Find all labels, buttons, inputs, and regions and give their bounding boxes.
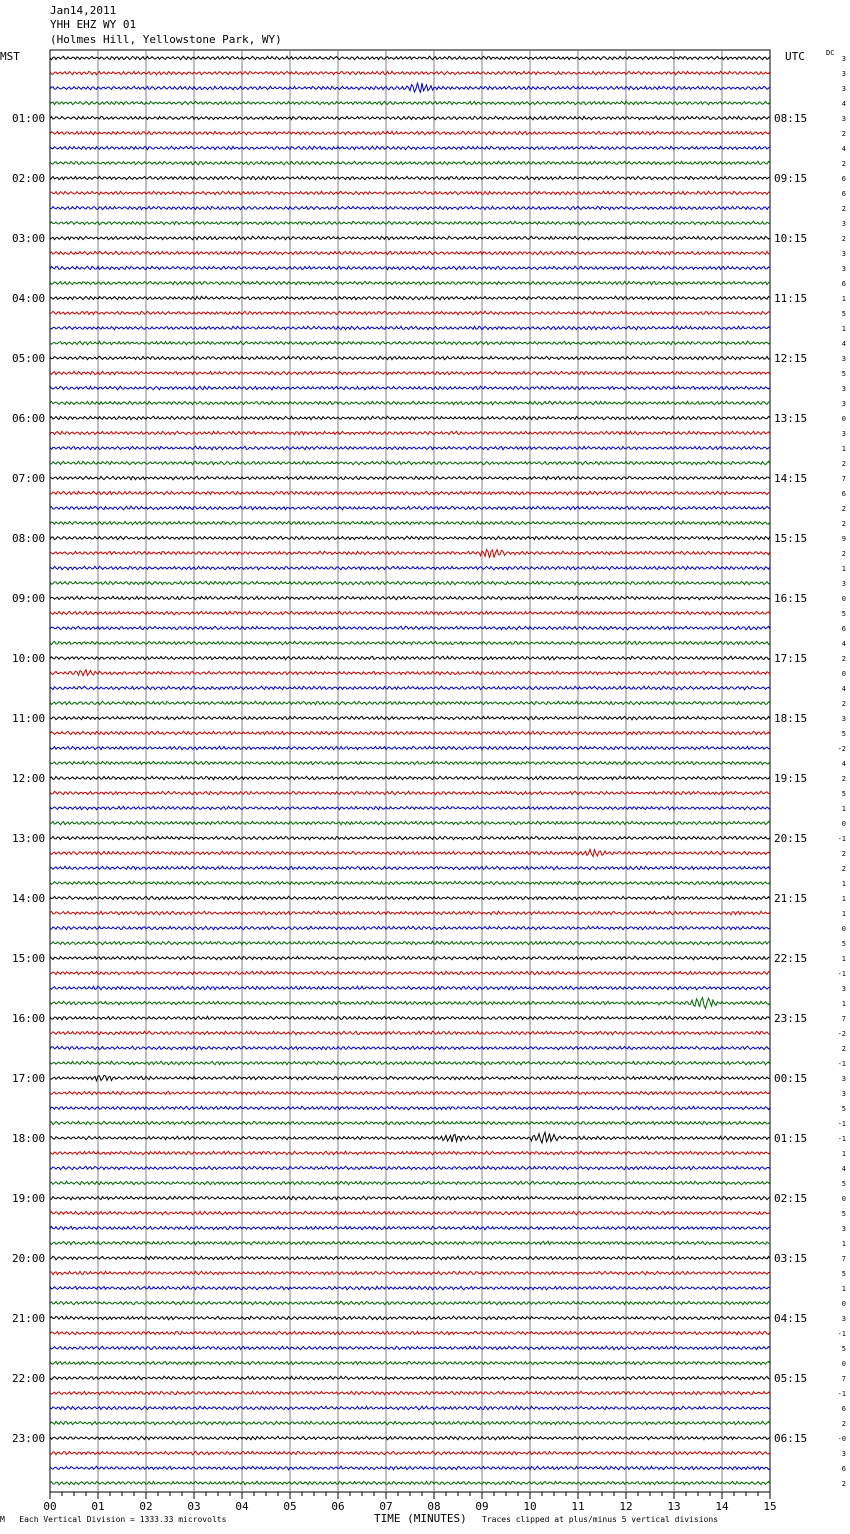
hour-label-left: 23:00 <box>12 1432 46 1445</box>
dc-offset-value: 2 <box>841 865 846 873</box>
dc-offset-value: 5 <box>841 1345 846 1353</box>
dc-offset-value: 6 <box>841 190 846 198</box>
plot-frame <box>50 50 770 1492</box>
dc-offset-header: DC <box>826 49 835 57</box>
hour-label-left: 11:00 <box>12 712 46 725</box>
dc-offset-value: 4 <box>841 145 846 153</box>
hour-label-left: 08:00 <box>12 532 46 545</box>
dc-offset-value: 2 <box>841 505 846 513</box>
x-tick-label: 11 <box>571 1500 585 1513</box>
trace-line <box>50 1271 770 1274</box>
hour-label-right: 16:15 <box>774 592 808 605</box>
trace-line <box>50 281 770 284</box>
dc-offset-value: 0 <box>841 1360 846 1368</box>
trace-line <box>50 356 770 360</box>
hour-label-left: 01:00 <box>12 112 46 125</box>
x-tick-label: 14 <box>715 1500 729 1513</box>
trace-line <box>50 1316 770 1320</box>
dc-offset-value: 7 <box>841 1015 846 1023</box>
dc-offset-value: 2 <box>841 775 846 783</box>
dc-offset-value: 2 <box>841 205 846 213</box>
hour-label-left: 15:00 <box>12 952 46 965</box>
x-axis-title: TIME (MINUTES) <box>374 1512 467 1525</box>
dc-offset-value: 6 <box>841 490 846 498</box>
hour-label-right: 00:15 <box>774 1072 808 1085</box>
trace-line <box>50 971 770 975</box>
dc-offset-value: -2 <box>837 1030 846 1038</box>
trace-line <box>50 849 770 856</box>
trace-line <box>50 1181 770 1185</box>
dc-offset-value: 4 <box>841 640 846 648</box>
dc-offset-value: 0 <box>841 670 846 678</box>
hour-label-left: 09:00 <box>12 592 46 605</box>
dc-offset-value: 2 <box>841 520 846 528</box>
hour-label-left: 10:00 <box>12 652 46 665</box>
dc-offset-value: -2 <box>837 745 846 753</box>
hour-label-right: 19:15 <box>774 772 808 785</box>
trace-line <box>50 386 770 389</box>
hour-label-right: 06:15 <box>774 1432 808 1445</box>
hour-label-left: 21:00 <box>12 1312 46 1325</box>
trace-line <box>50 1466 770 1470</box>
dc-offset-value: -1 <box>837 1120 846 1128</box>
dc-offset-value: 1 <box>841 805 846 813</box>
hour-label-left: 19:00 <box>12 1192 46 1205</box>
hour-label-left: 22:00 <box>12 1372 46 1385</box>
dc-offset-value: 6 <box>841 1405 846 1413</box>
x-tick-label: 04 <box>235 1500 249 1513</box>
right-timezone-label: UTC <box>785 50 805 63</box>
hour-label-right: 02:15 <box>774 1192 808 1205</box>
dc-offset-value: 5 <box>841 1210 846 1218</box>
trace-line <box>50 941 770 945</box>
trace-line <box>50 701 770 705</box>
dc-offset-value: 5 <box>841 610 846 618</box>
trace-line <box>50 476 770 480</box>
trace-line <box>50 761 770 765</box>
dc-offset-value: 1 <box>841 1150 846 1158</box>
trace-line <box>50 506 770 510</box>
dc-offset-value: -0 <box>837 1435 846 1443</box>
hour-label-left: 18:00 <box>12 1132 46 1145</box>
hour-label-right: 08:15 <box>774 112 808 125</box>
trace-line <box>50 116 770 119</box>
trace-line <box>50 161 770 165</box>
left-timezone-label: MST <box>0 50 20 63</box>
dc-offset-value: 3 <box>841 355 846 363</box>
trace-line <box>50 1331 770 1334</box>
x-tick-label: 00 <box>43 1500 57 1513</box>
dc-offset-value: 3 <box>841 1075 846 1083</box>
dc-offset-value: 1 <box>841 1000 846 1008</box>
trace-line <box>50 1075 770 1080</box>
trace-line <box>50 1256 770 1260</box>
trace-line <box>50 311 770 315</box>
trace-line <box>50 1196 770 1200</box>
trace-line <box>50 956 770 960</box>
trace-line <box>50 446 770 450</box>
dc-offset-value: 0 <box>841 820 846 828</box>
trace-line <box>50 1406 770 1409</box>
trace-line <box>50 191 770 195</box>
trace-line <box>50 1121 770 1125</box>
dc-offset-value: -1 <box>837 970 846 978</box>
trace-group <box>50 56 770 1485</box>
scale-note-text: Each Vertical Division = 1333.33 microvolts <box>19 1515 227 1524</box>
hour-label-left: 06:00 <box>12 412 46 425</box>
hour-label-right: 05:15 <box>774 1372 808 1385</box>
dc-offset-value: 3 <box>841 580 846 588</box>
trace-line <box>50 641 770 645</box>
trace-line <box>50 206 770 209</box>
hour-label-left: 04:00 <box>12 292 46 305</box>
trace-line <box>50 326 770 330</box>
dc-offset-value: 1 <box>841 295 846 303</box>
trace-line <box>50 536 770 540</box>
hour-label-left: 16:00 <box>12 1012 46 1025</box>
hour-label-right: 12:15 <box>774 352 808 365</box>
dc-offset-value: 1 <box>841 880 846 888</box>
dc-offset-value: -1 <box>837 1060 846 1068</box>
dc-offset-value: 2 <box>841 1045 846 1053</box>
trace-line <box>50 566 770 570</box>
hour-label-right: 11:15 <box>774 292 808 305</box>
x-tick-label: 12 <box>619 1500 633 1513</box>
trace-line <box>50 251 770 255</box>
dc-offset-value: 1 <box>841 325 846 333</box>
dc-offset-value: 2 <box>841 550 846 558</box>
hour-label-right: 14:15 <box>774 472 808 485</box>
dc-offset-value: 0 <box>841 1195 846 1203</box>
hour-label-left: 07:00 <box>12 472 46 485</box>
trace-line <box>50 821 770 825</box>
hour-label-right: 03:15 <box>774 1252 808 1265</box>
trace-line <box>50 731 770 734</box>
station-location: (Holmes Hill, Yellowstone Park, WY) <box>50 33 282 46</box>
dc-offset-value: 6 <box>841 280 846 288</box>
dc-offset-value: 0 <box>841 1300 846 1308</box>
dc-offset-value: 3 <box>841 1225 846 1233</box>
hour-label-left: 03:00 <box>12 232 46 245</box>
trace-line <box>50 461 770 465</box>
hour-label-right: 15:15 <box>774 532 808 545</box>
hour-label-left: 20:00 <box>12 1252 46 1265</box>
dc-offset-value: 3 <box>841 265 846 273</box>
minute-grid <box>50 50 770 1492</box>
x-tick-label: 08 <box>427 1500 441 1513</box>
trace-line <box>50 1301 770 1305</box>
scale-note <box>0 1515 226 1524</box>
trace-line <box>50 101 770 104</box>
trace-line <box>50 1091 770 1094</box>
dc-offset-value: 9 <box>841 535 846 543</box>
hour-label-right: 17:15 <box>774 652 808 665</box>
trace-line <box>50 881 770 885</box>
x-tick-label: 15 <box>763 1500 777 1513</box>
dc-offset-value: -1 <box>837 1390 846 1398</box>
dc-offset-value: 5 <box>841 1180 846 1188</box>
dc-offset-value: 2 <box>841 460 846 468</box>
trace-line <box>50 670 770 676</box>
hour-label-left: 02:00 <box>12 172 46 185</box>
trace-line <box>50 236 770 240</box>
dc-offset-value: 2 <box>841 700 846 708</box>
trace-line <box>50 1151 770 1154</box>
trace-line <box>50 221 770 225</box>
trace-line <box>50 1421 770 1425</box>
dc-offset-value: 1 <box>841 895 846 903</box>
dc-offset-value: 5 <box>841 790 846 798</box>
hour-label-right: 22:15 <box>774 952 808 965</box>
trace-line <box>50 596 770 600</box>
dc-offset-value: 3 <box>841 715 846 723</box>
hour-label-right: 13:15 <box>774 412 808 425</box>
trace-line <box>50 1241 770 1244</box>
hour-label-left: 14:00 <box>12 892 46 905</box>
dc-offset-value: 4 <box>841 340 846 348</box>
dc-offset-value: 3 <box>841 1315 846 1323</box>
trace-line <box>50 131 770 135</box>
trace-line <box>50 998 770 1009</box>
trace-line <box>50 686 770 690</box>
trace-line <box>50 83 770 93</box>
x-tick-label: 05 <box>283 1500 297 1513</box>
time-axis <box>43 1492 776 1513</box>
trace-line <box>50 1031 770 1035</box>
trace-line <box>50 296 770 300</box>
trace-line <box>50 1361 770 1365</box>
trace-line <box>50 776 770 780</box>
dc-offset-value: 5 <box>841 940 846 948</box>
dc-offset-value: 3 <box>841 55 846 63</box>
dc-offset-value: 0 <box>841 595 846 603</box>
dc-offset-value: 3 <box>841 85 846 93</box>
trace-line <box>50 746 770 750</box>
dc-offset-value: 1 <box>841 565 846 573</box>
trace-line <box>50 1391 770 1395</box>
dc-offset-value: 3 <box>841 385 846 393</box>
dc-offset-value: 0 <box>841 415 846 423</box>
x-tick-label: 01 <box>91 1500 105 1513</box>
dc-offset-value: 3 <box>841 400 846 408</box>
trace-line <box>50 1286 770 1290</box>
trace-line <box>50 626 770 629</box>
x-tick-label: 03 <box>187 1500 201 1513</box>
record-date: Jan14,2011 <box>50 4 117 17</box>
hour-label-left: 17:00 <box>12 1072 46 1085</box>
dc-offset-value: 2 <box>841 655 846 663</box>
dc-offset-value: 5 <box>841 730 846 738</box>
trace-line <box>50 550 770 558</box>
dc-offset-value: 1 <box>841 1285 846 1293</box>
trace-line <box>50 71 770 75</box>
hour-label-right: 21:15 <box>774 892 808 905</box>
trace-line <box>50 1376 770 1380</box>
trace-line <box>50 1106 770 1110</box>
trace-line <box>50 581 770 585</box>
dc-offset-value: 5 <box>841 370 846 378</box>
dc-offset-value: 2 <box>841 130 846 138</box>
hour-label-right: 09:15 <box>774 172 808 185</box>
dc-offset-value: 3 <box>841 1450 846 1458</box>
trace-line <box>50 926 770 929</box>
trace-line <box>50 1346 770 1350</box>
x-tick-label: 02 <box>139 1500 153 1513</box>
trace-line <box>50 836 770 839</box>
trace-line <box>50 146 770 150</box>
hour-label-right: 10:15 <box>774 232 808 245</box>
dc-offset-value: 3 <box>841 250 846 258</box>
trace-line <box>50 416 770 419</box>
trace-line <box>50 1436 770 1440</box>
dc-offset-value: 3 <box>841 70 846 78</box>
dc-offset-value: 2 <box>841 235 846 243</box>
trace-line <box>50 431 770 435</box>
dc-offset-value: 1 <box>841 445 846 453</box>
dc-offset-value: 6 <box>841 175 846 183</box>
dc-offset-value: 3 <box>841 985 846 993</box>
trace-line <box>50 806 770 809</box>
dc-offset-value: 2 <box>841 1420 846 1428</box>
dc-offset-value: -1 <box>837 835 846 843</box>
trace-line <box>50 611 770 615</box>
trace-line <box>50 1481 770 1485</box>
x-tick-label: 06 <box>331 1500 345 1513</box>
dc-offset-value: 1 <box>841 910 846 918</box>
dc-offset-value: 3 <box>841 1090 846 1098</box>
hour-label-right: 18:15 <box>774 712 808 725</box>
trace-line <box>50 656 770 660</box>
trace-line <box>50 176 770 180</box>
dc-offset-value: 3 <box>841 115 846 123</box>
trace-line <box>50 401 770 405</box>
trace-line <box>50 896 770 900</box>
trace-line <box>50 371 770 375</box>
dc-offset-value: 4 <box>841 760 846 768</box>
trace-line <box>50 341 770 344</box>
trace-line <box>50 1061 770 1065</box>
station-code: YHH EHZ WY 01 <box>50 18 137 31</box>
dc-offset-value: 3 <box>841 430 846 438</box>
trace-line <box>50 521 770 525</box>
trace-line <box>50 1451 770 1455</box>
hour-label-right: 23:15 <box>774 1012 808 1025</box>
trace-line <box>50 791 770 795</box>
trace-line <box>50 866 770 870</box>
hour-label-left: 13:00 <box>12 832 46 845</box>
x-tick-label: 10 <box>523 1500 537 1513</box>
dc-offset-value: 7 <box>841 475 846 483</box>
dc-offset-value: 2 <box>841 850 846 858</box>
dc-offset-value: 6 <box>841 625 846 633</box>
hour-label-left: 05:00 <box>12 352 46 365</box>
dc-offset-value: 5 <box>841 1105 846 1113</box>
dc-offset-value: 4 <box>841 685 846 693</box>
trace-line <box>50 1211 770 1215</box>
x-tick-label: 07 <box>379 1500 393 1513</box>
hour-label-right: 01:15 <box>774 1132 808 1145</box>
dc-offset-value: 1 <box>841 955 846 963</box>
clip-note: Traces clipped at plus/minus 5 vertical divisions <box>482 1515 719 1524</box>
hour-label-left: 12:00 <box>12 772 46 785</box>
dc-offset-value: 5 <box>841 310 846 318</box>
dc-offset-value: 4 <box>841 1165 846 1173</box>
trace-line <box>50 1132 770 1143</box>
dc-offset-value: 7 <box>841 1255 846 1263</box>
dc-offset-value: 3 <box>841 220 846 228</box>
trace-line <box>50 1046 770 1050</box>
x-tick-label: 09 <box>475 1500 489 1513</box>
dc-offset-value: 7 <box>841 1375 846 1383</box>
dc-offset-value: 6 <box>841 1465 846 1473</box>
dc-offset-value: 4 <box>841 100 846 108</box>
x-tick-label: 13 <box>667 1500 681 1513</box>
hour-label-right: 20:15 <box>774 832 808 845</box>
trace-line <box>50 1016 770 1020</box>
dc-offset-value: 2 <box>841 160 846 168</box>
trace-line <box>50 56 770 60</box>
dc-offset-value: 5 <box>841 1270 846 1278</box>
trace-line <box>50 491 770 495</box>
trace-line <box>50 716 770 720</box>
trace-line <box>50 1226 770 1230</box>
trace-line <box>50 911 770 915</box>
scale-mark: M <box>0 1515 5 1524</box>
dc-offset-value: 2 <box>841 1480 846 1488</box>
dc-offset-value: 1 <box>841 1240 846 1248</box>
hour-label-right: 04:15 <box>774 1312 808 1325</box>
dc-offset-value: -1 <box>837 1330 846 1338</box>
trace-line <box>50 266 770 270</box>
dc-offset-value: 0 <box>841 925 846 933</box>
trace-line <box>50 1166 770 1169</box>
trace-line <box>50 986 770 990</box>
dc-offset-value: -1 <box>837 1135 846 1143</box>
